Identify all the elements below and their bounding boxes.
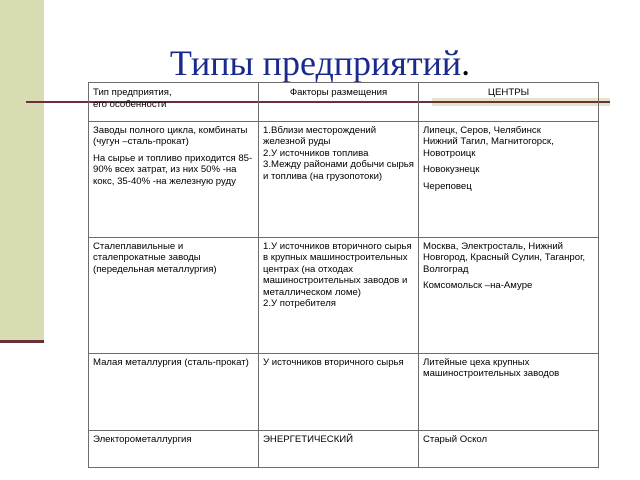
factor-text: 1.Вблизи месторождений железной руды [263,124,377,148]
side-decoration-line [0,340,44,343]
table-row [89,353,599,430]
type-cell [89,121,259,237]
type-text: Малая металлургия (сталь-прокат) [93,356,249,368]
factors-cell [259,237,419,353]
factors-cell [259,353,419,430]
slide-title-text: Типы предприятий [169,43,462,83]
table-row [89,431,599,468]
factors-cell [259,121,419,237]
center-text: Новокузнецк [423,164,480,176]
type-text: На сырье и топливо приходится 85-90% всех затрат, из них 50% -на кокс, 35-40% -на железную руду [93,152,253,187]
header-type-line: Тип предприятия, [93,87,172,98]
type-text: Заводы полного цикла, комбинаты (чугун –сталь-прокат) [93,124,248,148]
center-text: Старый Оскол [423,434,488,446]
centers-cell [419,431,599,468]
center-text: Череповец [423,180,472,192]
factor-text: ЭНЕРГЕТИЧЕСКИЙ [263,434,354,446]
type-text: Сталеплавильные и сталепрокатные заводы (передельная металлургия) [93,240,217,275]
factor-text: 2.У источников топлива [263,147,369,159]
center-text: Нижний Тагил, Магнитогорск, Новотроицк [423,136,554,159]
center-text: Комсомольск –на-Амуре [423,280,533,292]
header-centers-cell: ЦЕНТРЫ [419,83,599,122]
factor-text: 2.У потребителя [263,298,336,310]
factor-text: У источников вторичного сырья [263,356,404,368]
type-cell [89,431,259,468]
slide-title [0,42,640,84]
factors-cell [259,431,419,468]
table-row [89,121,599,237]
type-cell [89,237,259,353]
header-factors-cell: Факторы размещения [259,83,419,122]
enterprise-types-table [88,82,599,468]
centers-cell [419,237,599,353]
table-header-row [89,83,599,122]
factor-text: 1.У источников вторичного сырья в крупных машиностроительных центрах (на отходах машиностроительных заводов и металлическом ломе) [263,240,412,298]
centers-cell [419,121,599,237]
slide-title-dot: . [461,43,471,83]
header-type-cell [89,83,259,122]
center-text: Липецк, Серов, Челябинск [423,124,541,136]
center-text: Литейные цеха крупных машиностроительных заводов [423,356,560,380]
center-text: Москва, Электросталь, Нижний Новгород, Красный Сулин, Таганрог, Волгоград [423,240,586,275]
type-cell [89,353,259,430]
centers-cell [419,353,599,430]
factor-text: 3.Между районами добычи сырья и топлива (на грузопотоки) [263,159,414,182]
header-type-line: его особенности [93,98,167,110]
table-row [89,237,599,353]
type-text: Электорометаллургия [93,434,192,446]
